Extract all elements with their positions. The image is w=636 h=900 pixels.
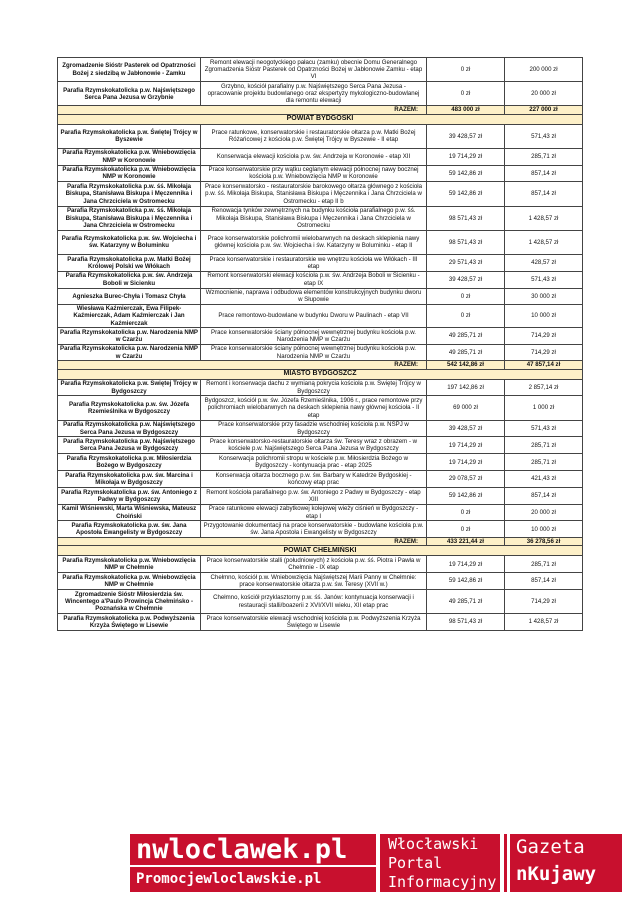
- sum-label: RAZEM:: [58, 538, 427, 546]
- task-cell: Konserwacja ołtarza bocznego p.w. św. Barbary w Katedrze Bydgoskiej - końcowy etap prac: [201, 471, 427, 488]
- gazeta-logo: [510, 834, 622, 892]
- amount-a-cell: 29 571,43 zł: [427, 254, 505, 271]
- beneficiary-cell: Parafia Rzymskokatolicka p.w. Najświętszego Serca Pana Jezusa w Bydgoszczy: [58, 420, 201, 437]
- section-header-row: [58, 546, 583, 556]
- amount-b-cell: 571,43 zł: [505, 420, 583, 437]
- amount-a-cell: 0 zł: [427, 521, 505, 538]
- grant-row: [58, 327, 583, 344]
- beneficiary-cell: Parafia Rzymskokatolicka p.w. śś. Mikołaja Biskupa, Stanisława Biskupa i Męczennika i Jana Chrzciciela w Ostromecku: [58, 182, 201, 206]
- amount-b-cell: 428,57 zł: [505, 254, 583, 271]
- beneficiary-cell: Parafia Rzymskokatolicka p.w. Świętej Trójcy w Byszewie: [58, 124, 201, 148]
- sum-amount-b: 47 857,14 zł: [505, 361, 583, 369]
- grant-row: [58, 148, 583, 165]
- amount-a-cell: 98 571,43 zł: [427, 614, 505, 631]
- amount-a-cell: 19 714,29 zł: [427, 148, 505, 165]
- amount-a-cell: 69 000 zł: [427, 396, 505, 420]
- task-cell: Prace ratunkowe elewacji zabytkowej kolejowej wieży ciśnień w Bydgoszczy - etap I: [201, 504, 427, 521]
- sum-row: [58, 538, 583, 546]
- beneficiary-cell: Parafia Rzymskokatolicka p.w. św. Wojciecha i św. Katarzyny w Boluminku: [58, 230, 201, 254]
- grants-document: [57, 57, 582, 631]
- gazeta-subtitle: nKujawy: [516, 863, 597, 885]
- section-header: POWIAT CHEŁMIŃSKI: [58, 546, 583, 556]
- amount-a-cell: 0 zł: [427, 288, 505, 305]
- site-logo-secondary: Promocjewloclawskie.pl: [130, 867, 376, 892]
- task-cell: Wzmocnienie, naprawa i odbudowa elementów konstrukcyjnych budynku dworu w Słupowie: [201, 288, 427, 305]
- portal-line: Portal: [388, 854, 443, 872]
- task-cell: Prace konserwatorskie stalli (południowych) z kościoła p.w. śś. Piotra i Pawła w Chełmnie - IX etap: [201, 556, 427, 573]
- task-cell: Prace konserwatorsko-restauratorskie ołtarza św. Teresy wraz z obrazem - w kościele p.w. Najświętszego Serca Pana Jezusa w Bydgoszczy: [201, 437, 427, 454]
- amount-b-cell: 20 000 zł: [505, 82, 583, 106]
- grant-row: [58, 206, 583, 230]
- sum-amount-a: 433 221,44 zł: [427, 538, 505, 546]
- amount-b-cell: 285,71 zł: [505, 148, 583, 165]
- beneficiary-cell: Wiesława Kaźmierczak, Ewa Filipek-Kaźmierczak, Adam Kaźmierczak i Jan Kaźmierczak: [58, 305, 201, 328]
- amount-a-cell: 19 714,29 zł: [427, 454, 505, 471]
- amount-b-cell: 285,71 zł: [505, 556, 583, 573]
- grant-row: [58, 589, 583, 613]
- grant-row: [58, 288, 583, 305]
- sum-amount-a: 483 000 zł: [427, 106, 505, 114]
- beneficiary-cell: Parafia Rzymskokatolicka p.w. Wniebowzięcia NMP w Chełmnie: [58, 573, 201, 590]
- amount-b-cell: 20 000 zł: [505, 504, 583, 521]
- grant-row: [58, 504, 583, 521]
- sum-label: RAZEM:: [58, 361, 427, 369]
- banner-divider: [504, 834, 507, 892]
- amount-b-cell: 714,29 zł: [505, 327, 583, 344]
- beneficiary-cell: Parafia Rzymskokatolicka p.w. Świętej Trójcy w Bydgoszczy: [58, 379, 201, 396]
- task-cell: Prace konserwatorskie przy wątku ceglanym elewacji północnej nawy bocznej kościoła p.w. Wniebowzięcia NMP w Koronowie: [201, 165, 427, 182]
- beneficiary-cell: Parafia Rzymskokatolicka p.w. św. Józefa Rzemieślnika w Bydgoszczy: [58, 396, 201, 420]
- amount-a-cell: 59 142,86 zł: [427, 487, 505, 504]
- amount-a-cell: 0 zł: [427, 82, 505, 106]
- section-header-row: [58, 114, 583, 124]
- amount-a-cell: 49 285,71 zł: [427, 344, 505, 361]
- task-cell: Prace remontowo-budowlane w budynku Dworu w Paulinach - etap VII: [201, 305, 427, 328]
- amount-b-cell: 1 428,57 zł: [505, 614, 583, 631]
- task-cell: Przygotowanie dokumentacji na prace konserwatorskie - budowlane kościoła p.w. św. Jana Apostoła i Ewangelisty w Bydgoszczy: [201, 521, 427, 538]
- beneficiary-cell: Parafia Rzymskokatolicka p.w. Podwyższenia Krzyża Świętego w Lisewie: [58, 614, 201, 631]
- amount-a-cell: 49 285,71 zł: [427, 327, 505, 344]
- beneficiary-cell: Parafia Rzymskokatolicka p.w. św. Jana Apostoła Ewangelisty w Bydgoszczy: [58, 521, 201, 538]
- grant-row: [58, 396, 583, 420]
- task-cell: Konserwacja elewacji kościoła p.w. św. Andrzeja w Koronowie - etap XII: [201, 148, 427, 165]
- grant-row: [58, 420, 583, 437]
- amount-b-cell: 857,14 zł: [505, 573, 583, 590]
- amount-a-cell: 39 428,57 zł: [427, 271, 505, 288]
- amount-b-cell: 571,43 zł: [505, 124, 583, 148]
- grant-row: [58, 454, 583, 471]
- beneficiary-cell: Parafia Rzymskokatolicka p.w. Wniebowzięcia NMP w Chełmnie: [58, 556, 201, 573]
- amount-a-cell: 49 285,71 zł: [427, 589, 505, 613]
- amount-a-cell: 39 428,57 zł: [427, 124, 505, 148]
- task-cell: Konserwacja polichromii stropu w kościele p.w. Miłosierdzia Bożego w Bydgoszczy - kontynuacja prac - etap 2025: [201, 454, 427, 471]
- grant-row: [58, 230, 583, 254]
- grant-row: [58, 379, 583, 396]
- beneficiary-cell: Parafia Rzymskokatolicka p.w. Najświętszego Serca Pana Jezusa w Bydgoszczy: [58, 437, 201, 454]
- amount-a-cell: 98 571,43 zł: [427, 206, 505, 230]
- grant-row: [58, 305, 583, 328]
- beneficiary-cell: Agnieszka Burec-Chyła i Tomasz Chyła: [58, 288, 201, 305]
- grant-row: [58, 573, 583, 590]
- task-cell: Prace konserwatorskie ściany północnej wewnętrznej budynku kościoła p.w. Narodzenia NMP w Czarżu: [201, 344, 427, 361]
- sum-row: [58, 106, 583, 114]
- task-cell: Prace konserwatorsko - restauratorskie barokowego ołtarza głównego z kościoła p.w. śś. Mikołaja Biskupa, Stanisława Biskupa i Męczennika i Jana Chrzciciela w Ostromecku - etap II b: [201, 182, 427, 206]
- amount-a-cell: 19 714,29 zł: [427, 556, 505, 573]
- sum-row: [58, 361, 583, 369]
- amount-b-cell: 200 000 zł: [505, 58, 583, 82]
- task-cell: Prace konserwatorskie przy fasadzie wschodniej kościoła p.w. NSPJ w Bydgoszczy: [201, 420, 427, 437]
- sum-label: RAZEM:: [58, 106, 427, 114]
- amount-b-cell: 285,71 zł: [505, 437, 583, 454]
- grant-row: [58, 471, 583, 488]
- grant-row: [58, 271, 583, 288]
- amount-b-cell: 10 000 zł: [505, 521, 583, 538]
- beneficiary-cell: Zgromadzenie Sióstr Pasterek od Opatrzności Bożej z siedzibą w Jabłonowie - Zamku: [58, 58, 201, 82]
- site-logo: nwloclawek.pl: [130, 834, 376, 865]
- beneficiary-cell: Parafia Rzymskokatolicka p.w. Narodzenia NMP w Czarżu: [58, 344, 201, 361]
- amount-a-cell: 0 zł: [427, 58, 505, 82]
- amount-a-cell: 39 428,57 zł: [427, 420, 505, 437]
- grant-row: [58, 614, 583, 631]
- portal-line: Włocławski: [388, 835, 479, 853]
- amount-b-cell: 857,14 zł: [505, 487, 583, 504]
- section-header: MIASTO BYDGOSZCZ: [58, 369, 583, 379]
- amount-a-cell: 0 zł: [427, 305, 505, 328]
- beneficiary-cell: Kamil Wiśniewski, Marta Wiśniewska, Mateusz Choiński: [58, 504, 201, 521]
- sum-amount-a: 542 142,86 zł: [427, 361, 505, 369]
- task-cell: Remont konserwatorski elewacji kościoła p.w. św. Andrzeja Boboli w Sicienku - etap IX: [201, 271, 427, 288]
- beneficiary-cell: Parafia Rzymskokatolicka p.w. Miłosierdzia Bożego w Bydgoszczy: [58, 454, 201, 471]
- amount-a-cell: 19 714,29 zł: [427, 437, 505, 454]
- task-cell: Prace konserwatorskie ściany północnej wewnętrznej budynku kościoła p.w. Narodzenia NMP w Czarżu: [201, 327, 427, 344]
- beneficiary-cell: Parafia Rzymskokatolicka p.w. Matki Bożej Królowej Polski we Włókach: [58, 254, 201, 271]
- amount-b-cell: 1 000 zł: [505, 396, 583, 420]
- amount-a-cell: 59 142,86 zł: [427, 573, 505, 590]
- amount-a-cell: 59 142,86 zł: [427, 182, 505, 206]
- task-cell: Prace konserwatorskie polichromii wielobarwnych na deskach sklepienia nawy głównej kościoła p.w. św. Wojciecha i św. Katarzyny w Boluminku - etap II: [201, 230, 427, 254]
- amount-b-cell: 857,14 zł: [505, 182, 583, 206]
- beneficiary-cell: Parafia Rzymskokatolicka p.w. Najświętszego Serca Pana Jezusa w Grzybnie: [58, 82, 201, 106]
- task-cell: Remont kościoła parafialnego p.w. św. Antoniego z Padwy w Bydgoszczy - etap XIII: [201, 487, 427, 504]
- beneficiary-cell: Parafia Rzymskokatolicka p.w. św. Antoniego z Padwy w Bydgoszczy: [58, 487, 201, 504]
- amount-b-cell: 714,29 zł: [505, 344, 583, 361]
- grants-table: [57, 57, 583, 631]
- grant-row: [58, 344, 583, 361]
- grant-row: [58, 521, 583, 538]
- grant-row: [58, 556, 583, 573]
- amount-b-cell: 10 000 zł: [505, 305, 583, 328]
- amount-b-cell: 30 000 zł: [505, 288, 583, 305]
- task-cell: Bydgoszcz, kościół p.w. św. Józefa Rzemieślnika, 1906 r., prace remontowe przy polichromiach wielobarwnych na deskach sklepienia nawy głównej kościoła - II etap: [201, 396, 427, 420]
- section-header-row: [58, 369, 583, 379]
- amount-a-cell: 29 078,57 zł: [427, 471, 505, 488]
- task-cell: Chełmno, kościół przyklasztorny p.w. śś. Janów: kontynuacja konserwacji i restauracji stalli/boazerii z XVI/XVII wieku, XII etap prac: [201, 589, 427, 613]
- amount-b-cell: 857,14 zł: [505, 165, 583, 182]
- amount-b-cell: 1 428,57 zł: [505, 206, 583, 230]
- grant-row: [58, 437, 583, 454]
- task-cell: Renowacja tynków zewnętrznych na budynku kościoła parafialnego p.w. śś. Mikołaja Biskupa, Stanisława Biskupa i Męczennika i Jana Chrzciciela w Ostromecku: [201, 206, 427, 230]
- amount-b-cell: 285,71 zł: [505, 454, 583, 471]
- section-header: POWIAT BYDGOSKI: [58, 114, 583, 124]
- publisher-banner: [130, 834, 622, 892]
- amount-b-cell: 421,43 zł: [505, 471, 583, 488]
- beneficiary-cell: Parafia Rzymskokatolicka p.w. św. Marcina i Mikołaja w Bydgoszczy: [58, 471, 201, 488]
- gazeta-title: Gazeta: [516, 836, 585, 858]
- amount-b-cell: 1 428,57 zł: [505, 230, 583, 254]
- beneficiary-cell: Parafia Rzymskokatolicka p.w. Narodzenia NMP w Czarżu: [58, 327, 201, 344]
- grant-row: [58, 254, 583, 271]
- beneficiary-cell: Parafia Rzymskokatolicka p.w. Wniebowzięcia NMP w Koronowie: [58, 148, 201, 165]
- task-cell: Prace ratunkowe, konserwatorskie i restauratorskie ołtarza p.w. Matki Bożej Różańcowej z kościoła p.w. Świętej Trójcy w Byszewie - II etap: [201, 124, 427, 148]
- sum-amount-b: 36 278,56 zł: [505, 538, 583, 546]
- amount-b-cell: 2 857,14 zł: [505, 379, 583, 396]
- beneficiary-cell: Zgromadzenie Sióstr Miłosierdzia św. Wincentego a'Paulo Prowincja Chełmińsko - Poznańska w Chełmnie: [58, 589, 201, 613]
- grant-row: [58, 165, 583, 182]
- portal-logo: [380, 834, 500, 892]
- amount-b-cell: 571,43 zł: [505, 271, 583, 288]
- task-cell: Grzybno, kościół parafialny p.w. Najświętszego Serca Pana Jezusa - opracowanie projektu budowlanego oraz ekspertyzy mykologiczno-budowlanej dla remontu elewacji: [201, 82, 427, 106]
- amount-a-cell: 59 142,86 zł: [427, 165, 505, 182]
- amount-a-cell: 197 142,86 zł: [427, 379, 505, 396]
- grant-row: [58, 182, 583, 206]
- task-cell: Prace konserwatorskie elewacji wschodniej kościoła p.w. Podwyższenia Krzyża Świętego w Lisewie: [201, 614, 427, 631]
- grant-row: [58, 58, 583, 82]
- amount-a-cell: 98 571,43 zł: [427, 230, 505, 254]
- task-cell: Prace konserwatorskie i restauratorskie we wnętrzu kościoła we Włókach - III etap: [201, 254, 427, 271]
- beneficiary-cell: Parafia Rzymskokatolicka p.w. św. Andrzeja Boboli w Sicienku: [58, 271, 201, 288]
- task-cell: Remont elewacji neogotyckiego pałacu (zamku) obecnie Domu Generalnego Zgromadzenia Sióstr Pasterek od Opatrzności Bożej w Jabłonowie Zamku - etap VI: [201, 58, 427, 82]
- grant-row: [58, 82, 583, 106]
- amount-a-cell: 0 zł: [427, 504, 505, 521]
- task-cell: Chełmno, kościół p.w. Wniebowzięcia Najświętszej Marii Panny w Chełmnie: prace konserwatorskie ołtarza p.w. św. Teresy (XVII w.): [201, 573, 427, 590]
- task-cell: Remont i konserwacja dachu z wymianą pokrycia kościoła p.w. Świętej Trójcy w Bydgoszczy: [201, 379, 427, 396]
- beneficiary-cell: Parafia Rzymskokatolicka p.w. Wniebowzięcia NMP w Koronowie: [58, 165, 201, 182]
- sum-amount-b: 227 000 zł: [505, 106, 583, 114]
- grant-row: [58, 124, 583, 148]
- portal-line: Informacyjny: [388, 873, 497, 891]
- amount-b-cell: 714,29 zł: [505, 589, 583, 613]
- beneficiary-cell: Parafia Rzymskokatolicka p.w. śś. Mikołaja Biskupa, Stanisława Biskupa i Męczennika i Jana Chrzciciela w Ostromecku: [58, 206, 201, 230]
- grant-row: [58, 487, 583, 504]
